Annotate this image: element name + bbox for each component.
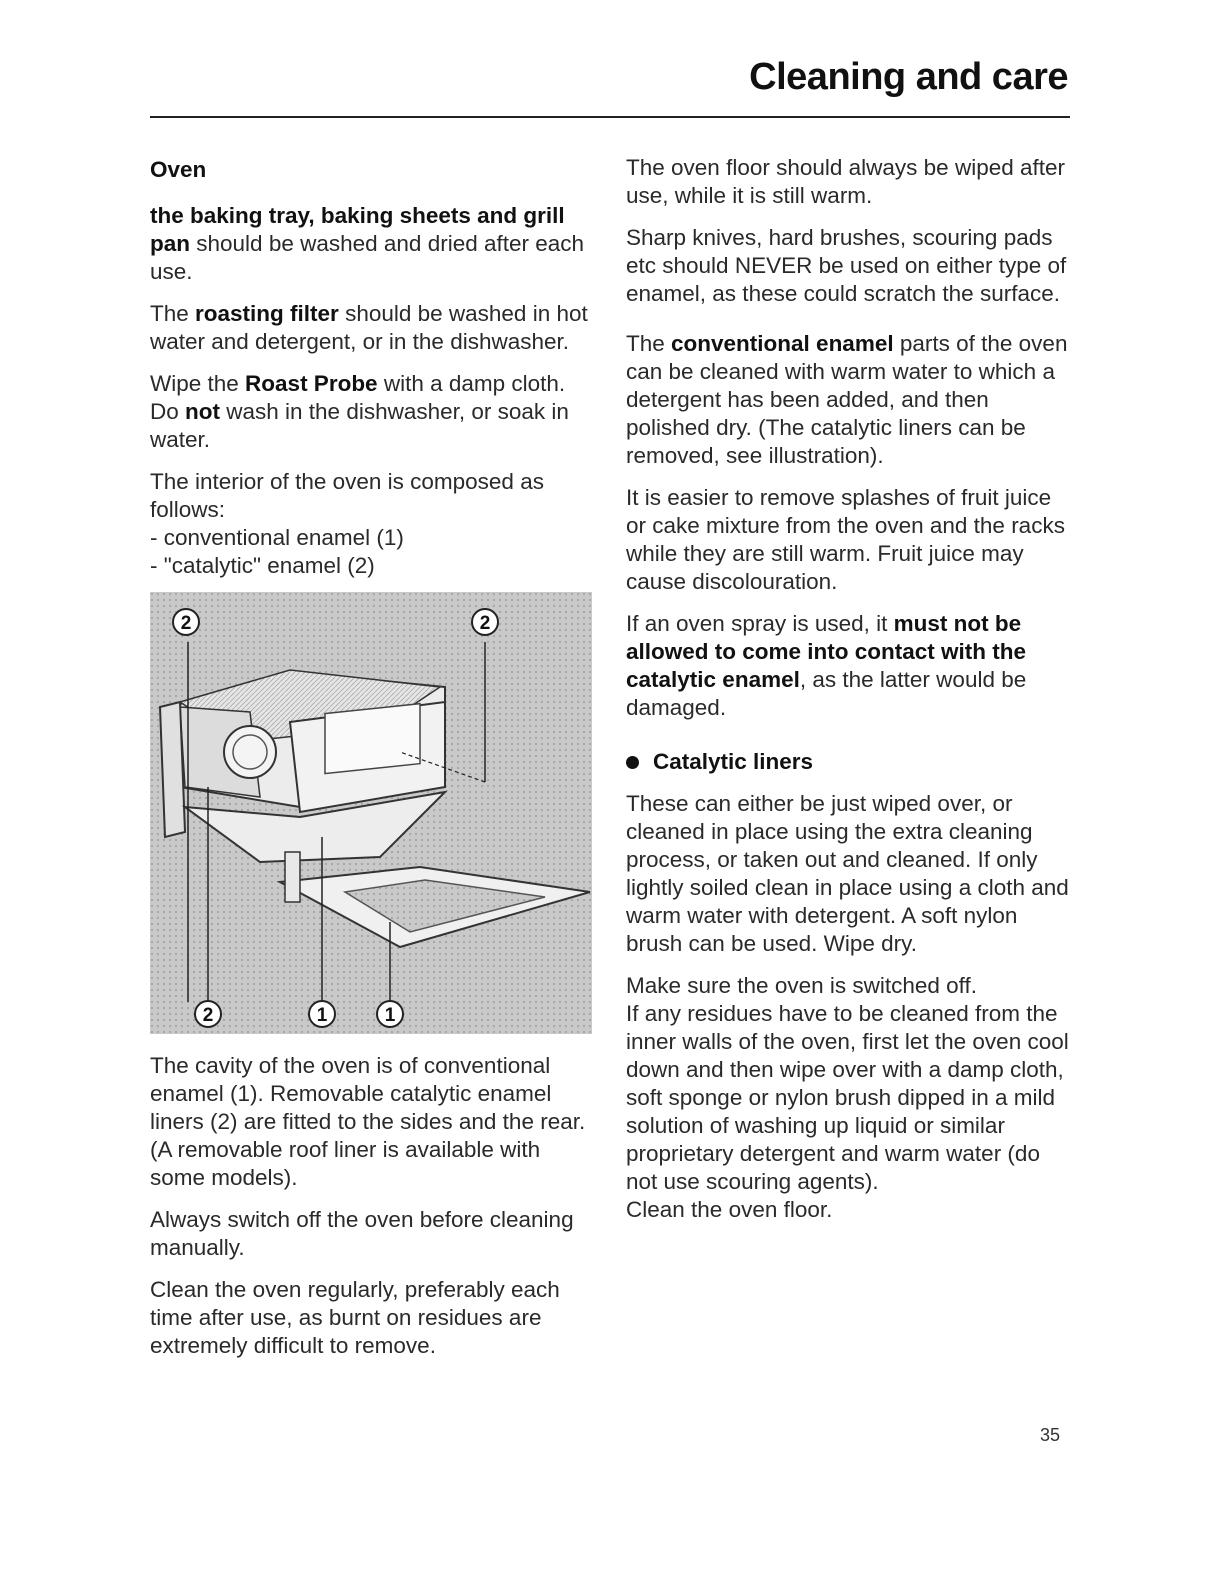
bold-roast-probe: Roast Probe bbox=[245, 371, 378, 396]
svg-text:2: 2 bbox=[479, 613, 491, 634]
paragraph-clean-regularly: Clean the oven regularly, preferably each time after use, as burnt on residues are extremely difficult to remove. bbox=[150, 1277, 560, 1358]
paragraph-sharp-knives: Sharp knives, hard brushes, scouring pads etc should NEVER be used on either type of enamel, as these could scratch the surface. bbox=[626, 225, 1067, 306]
list-item: - "catalytic" enamel (2) bbox=[150, 553, 375, 578]
rear-window bbox=[325, 704, 420, 774]
svg-text:2: 2 bbox=[180, 613, 192, 634]
paragraph-catalytic-liners: These can either be just wiped over, or cleaned in place using the extra cleaning process, or taken out and cleaned. If only lightly soiled clean in place using a cloth and warm water with detergent. A soft nylon brush can be used. Wipe dry. bbox=[626, 791, 1069, 956]
header-rule bbox=[150, 116, 1070, 118]
callout-1-bottom-middle bbox=[309, 1001, 335, 1027]
paragraph-roast-probe bbox=[150, 370, 590, 454]
text-prefix: If an oven spray is used, it bbox=[626, 611, 894, 636]
text-mid: with a damp cloth. Do bbox=[150, 371, 566, 424]
oven-illustration bbox=[150, 592, 592, 1034]
text-conventional-enamel: parts of the oven can be cleaned with warm water to which a detergent has been added, and then polished dry. (The catalytic liners can be removed, see illustration). bbox=[626, 331, 1068, 468]
bold-catalytic-warning: must not be allowed to come into contact with the catalytic enamel bbox=[626, 611, 1027, 692]
oven-diagram bbox=[150, 592, 592, 1034]
paragraph-switch-off: Always switch off the oven before cleaning manually. bbox=[150, 1207, 574, 1260]
list-item: - conventional enamel (1) bbox=[150, 525, 404, 550]
bold-roasting-filter: roasting filter bbox=[195, 301, 339, 326]
paragraph-fruit-juice: It is easier to remove splashes of fruit juice or cake mixture from the oven and the racks while they are still warm. Fruit juice may cause discolouration. bbox=[626, 485, 1065, 594]
section-heading-oven: Oven bbox=[150, 157, 207, 182]
callout-1-bottom-right bbox=[377, 1001, 403, 1027]
bold-baking-tray: the baking tray, baking sheets and grill pan bbox=[150, 203, 565, 256]
left-column bbox=[150, 156, 590, 1374]
paragraph-clean-floor: Clean the oven floor. bbox=[626, 1197, 833, 1222]
callout-2-top-left bbox=[173, 609, 199, 635]
bold-not: not bbox=[185, 399, 220, 424]
paragraph-conventional-enamel bbox=[626, 330, 1071, 470]
paragraph-oven-spray bbox=[626, 610, 1071, 722]
page-title: Cleaning and care bbox=[749, 56, 1068, 98]
paragraph-switched-off: Make sure the oven is switched off. bbox=[626, 973, 978, 998]
section-heading-catalytic-liners bbox=[626, 748, 1071, 776]
text-roasting-filter: should be washed in hot water and detergent, or in the dishwasher. bbox=[150, 301, 588, 354]
bold-conventional-enamel: conventional enamel bbox=[671, 331, 894, 356]
right-column bbox=[626, 154, 1071, 1224]
catalytic-liners-label: Catalytic liners bbox=[653, 749, 814, 774]
paragraph-residues: If any residues have to be cleaned from the inner walls of the oven, first let the oven cool down and then wipe over with a damp cloth, soft sponge or nylon brush dipped in a mild solution of washing up liquid or similar proprietary detergent and warm water (do not use scouring agents). bbox=[626, 1001, 1069, 1194]
fan-grille bbox=[224, 726, 276, 778]
bullet-icon bbox=[626, 756, 639, 769]
svg-text:1: 1 bbox=[384, 1005, 396, 1026]
paragraph-interior: The interior of the oven is composed as follows: bbox=[150, 469, 544, 522]
svg-text:1: 1 bbox=[316, 1005, 328, 1026]
door-hinge bbox=[285, 852, 300, 902]
paragraph-baking-tray bbox=[150, 202, 590, 286]
paragraph-roasting-filter bbox=[150, 300, 590, 356]
enamel-list bbox=[150, 524, 590, 580]
left-outer-wall bbox=[160, 702, 185, 837]
text-prefix: The bbox=[150, 301, 196, 326]
page-number: 35 bbox=[1040, 1425, 1061, 1445]
text-roast-probe: wash in the dishwasher, or soak in water. bbox=[150, 399, 569, 452]
text-baking-tray: should be washed and dried after each use. bbox=[150, 231, 585, 284]
callout-2-bottom-left bbox=[195, 1001, 221, 1027]
paragraph-cavity: The cavity of the oven is of conventional enamel (1). Removable catalytic enamel liners (2) are fitted to the sides and the rear. (A removable roof liner is available with some models). bbox=[150, 1053, 586, 1190]
text-prefix: The bbox=[626, 331, 672, 356]
svg-text:2: 2 bbox=[202, 1005, 214, 1026]
callout-2-top-right bbox=[472, 609, 498, 635]
text-prefix: Wipe the bbox=[150, 371, 246, 396]
text-oven-spray: , as the latter would be damaged. bbox=[626, 667, 1027, 720]
paragraph-oven-floor: The oven floor should always be wiped after use, while it is still warm. bbox=[626, 155, 1066, 208]
